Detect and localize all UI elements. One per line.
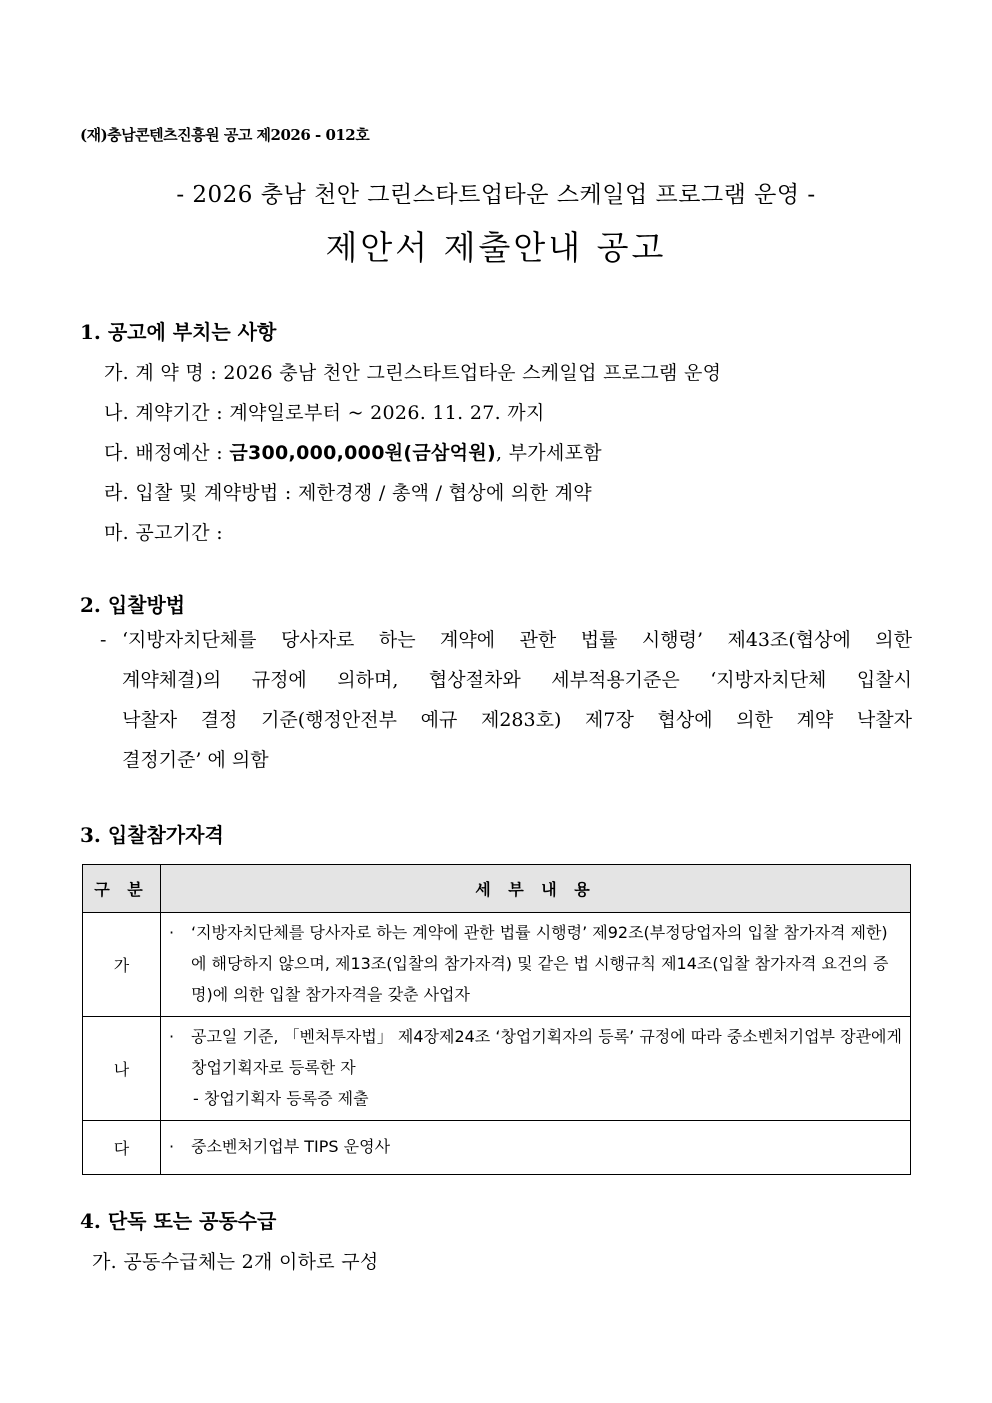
contract-period: 나. 계약기간 : 계약일로부터 ~ 2026. 11. 27. 까지 — [104, 402, 545, 424]
document-title: 제안서 제출안내 공고 — [325, 228, 667, 267]
row-category: 나 — [83, 1017, 161, 1121]
row-detail — [161, 1121, 911, 1175]
notice-number: (재)충남콘텐츠진흥원 공고 제2026 - 012호 — [80, 126, 370, 144]
section-4-heading: 4. 단독 또는 공동수급 — [80, 1209, 277, 1233]
bullet-mark: · — [169, 1137, 175, 1156]
budget-vat: , 부가세포함 — [495, 442, 602, 464]
bid-method-line-3: 낙찰자 결정 기준(행정안전부 예규 제283호) 제7장 협상에 의한 계약 낙찰자 — [122, 709, 912, 731]
budget-label: 다. 배정예산 : — [104, 442, 230, 464]
budget-amount: 금300,000,000원(금삼억원) — [229, 442, 496, 464]
table-row — [83, 1017, 911, 1121]
bullet-mark: · — [169, 1027, 175, 1046]
bid-method-line-2: 계약체결)의 규정에 의하며, 협상절차와 세부적용기준은 ‘지방자치단체 입찰시 — [122, 669, 912, 691]
row-text: 공고일 기준, 「벤처투자법」 제4장제24조 ‘창업기획자의 등록’ 규정에 따라 중소벤처기업부 장관에게 창업기획자로 등록한 자 — [191, 1027, 902, 1077]
row-text: ‘지방자치단체를 당사자로 하는 계약에 관한 법률 시행령’ 제92조(부정당업자의 입찰 참가자격 제한)에 해당하지 않으며, 제13조(입찰의 참가자격) 및 같은 법 시행규칙 제14조(입찰 참가자격 요건의 증명)에 의한 입찰 참가자격을 갖춘 사업자 — [191, 923, 889, 1004]
document-subtitle: - 2026 충남 천안 그린스타트업타운 스케일업 프로그램 운영 - — [176, 182, 816, 208]
bid-method-line-4: 결정기준’ 에 의함 — [122, 749, 269, 771]
contract-name: 가. 계 약 명 : 2026 충남 천안 그린스타트업타운 스케일업 프로그램 운영 — [104, 362, 722, 384]
section-1-heading: 1. 공고에 부치는 사항 — [80, 320, 277, 344]
bid-method-line-1: ‘지방자치단체를 당사자로 하는 계약에 관한 법률 시행령’ 제43조(협상에 의한 — [122, 629, 912, 651]
row-subitem: - 창업기획자 등록증 제출 — [193, 1089, 369, 1108]
bullet-mark: · — [169, 923, 175, 942]
row-text: 중소벤처기업부 TIPS 운영사 — [191, 1137, 391, 1156]
joint-supply-limit: 가. 공동수급체는 2개 이하로 구성 — [92, 1251, 379, 1273]
budget-line — [104, 438, 602, 465]
table-row — [83, 1121, 911, 1175]
header-detail: 세 부 내 용 — [161, 865, 911, 913]
row-category: 다 — [83, 1121, 161, 1175]
notice-period: 마. 공고기간 : — [104, 522, 223, 544]
qualification-table — [82, 864, 911, 1175]
bid-method: 라. 입찰 및 계약방법 : 제한경쟁 / 총액 / 협상에 의한 계약 — [104, 482, 592, 504]
table-header-row — [83, 865, 911, 913]
row-detail — [161, 1017, 911, 1121]
bid-method-dash: - — [100, 629, 107, 651]
row-detail — [161, 913, 911, 1017]
row-category: 가 — [83, 913, 161, 1017]
header-category: 구 분 — [83, 865, 161, 913]
section-2-heading: 2. 입찰방법 — [80, 593, 186, 617]
section-3-heading: 3. 입찰참가자격 — [80, 823, 224, 847]
table-row — [83, 913, 911, 1017]
